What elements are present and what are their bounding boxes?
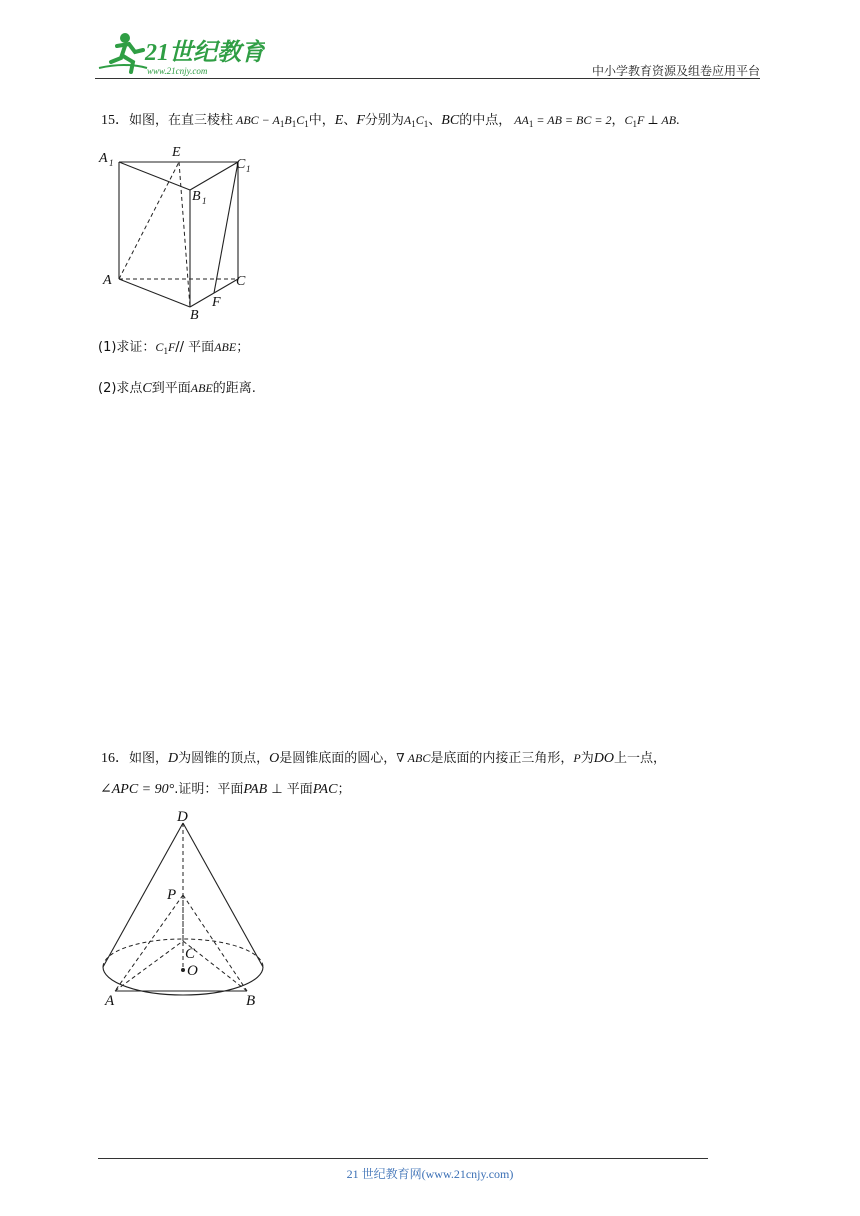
q15-part1-parallel: // 平面 xyxy=(175,340,215,355)
svg-text:21世纪教育: 21世纪教育 xyxy=(145,40,265,66)
footer-site-text: 21 世纪教育网(www.21cnjy.com) xyxy=(346,1167,514,1181)
runner-icon xyxy=(99,33,147,72)
label-c1: C xyxy=(236,157,246,172)
label-a1-sub: 1 xyxy=(109,158,114,168)
q16-var-do: DO xyxy=(593,751,614,766)
q15-part2 xyxy=(98,378,256,399)
q15-var-e: E xyxy=(334,113,344,128)
page-header xyxy=(95,28,760,80)
q15-prism-b: B xyxy=(284,113,292,127)
q15-sub: 1 xyxy=(304,119,309,129)
q15-part2-end: 的距离. xyxy=(212,381,256,396)
q15-period: . xyxy=(676,113,680,128)
q16-text-4: 是底面的内接正三角形， xyxy=(430,751,574,766)
q15-part2-c: C xyxy=(142,381,152,396)
q16-triangle: ∇ ABC xyxy=(396,751,431,765)
q15-cond-aa: AA xyxy=(514,113,529,127)
label-f: F xyxy=(212,295,221,310)
q15-a1c1-a: A xyxy=(403,113,412,127)
q15-sub: 1 xyxy=(163,346,168,356)
q16-plane-pab: PAB xyxy=(243,782,268,797)
header-platform-text: 中小学教育资源及组卷应用平台 xyxy=(591,64,760,78)
q15-part1 xyxy=(98,337,249,361)
q15-text-1: 如图，在直三棱柱 xyxy=(129,113,234,128)
q16-text-5: 为 xyxy=(580,751,594,766)
q16-text-3: 是圆锥底面的圆心， xyxy=(279,751,397,766)
center-dot xyxy=(181,968,185,972)
q15-part2-label: (2)求点 xyxy=(98,381,143,396)
q15-text-3: 分别为 xyxy=(364,113,404,128)
q16-end: ； xyxy=(337,782,351,797)
q15-prism-a: ABC − A xyxy=(236,113,280,127)
q15-text-2: 中， xyxy=(308,113,335,128)
q15-sub: 1 xyxy=(411,119,416,129)
label-o: O xyxy=(187,963,198,979)
q16-text-6: 上一点， xyxy=(613,751,666,766)
q16-number: 16． xyxy=(101,751,129,766)
q15-a1c1-c: C xyxy=(415,113,424,127)
q16-stem-line2 xyxy=(100,780,350,800)
q15-part1-f: F xyxy=(167,340,176,354)
q15-number: 15． xyxy=(101,113,129,128)
q16-cone-figure xyxy=(95,805,275,1015)
q15-part1-c: C xyxy=(155,340,164,354)
q15-comma: ， xyxy=(611,113,625,128)
q15-part1-label: (1)求证： xyxy=(98,340,156,355)
q16-var-p: P xyxy=(573,751,581,765)
q16-angle: ∠APC = 90° xyxy=(100,782,175,797)
label-a: A xyxy=(103,273,112,288)
svg-text:www.21cnjy.com: www.21cnjy.com xyxy=(147,66,208,76)
label-b: B xyxy=(246,993,256,1009)
header-divider xyxy=(95,78,760,79)
q15-cond xyxy=(511,113,611,127)
label-c: C xyxy=(185,946,196,962)
label-c: C xyxy=(236,274,246,289)
label-b: B xyxy=(190,308,199,320)
q16-perp: ⊥ 平面 xyxy=(267,782,313,797)
q16-stem-line1 xyxy=(101,748,666,769)
label-a: A xyxy=(105,993,115,1009)
q15-text-5: 的中点， xyxy=(459,113,512,128)
q16-plane-pac: PAC xyxy=(312,782,338,797)
logo-21cnjy xyxy=(95,28,265,78)
label-d: D xyxy=(177,809,188,825)
q15-sub: 1 xyxy=(632,119,637,129)
q15-prism-figure xyxy=(95,140,270,320)
q15-part2-mid: 到平面 xyxy=(151,381,191,396)
q15-sep: 、 xyxy=(343,113,357,128)
q15-text-4: 、 xyxy=(428,113,442,128)
q15-prism-c: C xyxy=(296,113,305,127)
q15-part1-c1f xyxy=(155,340,175,354)
label-e: E xyxy=(172,145,181,160)
q16-text-1: 如图， xyxy=(129,751,169,766)
q15-part1-end: ； xyxy=(236,340,250,355)
q15-prism-name xyxy=(233,113,309,127)
q16-var-d: D xyxy=(168,751,179,766)
label-p: P xyxy=(167,887,177,903)
q15-c1f-c: C xyxy=(624,113,633,127)
q15-part1-abe: ABE xyxy=(214,340,237,354)
q15-cond2 xyxy=(624,113,676,127)
q15-sub: 1 xyxy=(291,119,297,129)
q15-var-bc: BC xyxy=(441,113,460,128)
label-c1-sub: 1 xyxy=(246,164,251,174)
q15-var-f: F xyxy=(356,113,365,128)
q15-a1c1 xyxy=(404,113,428,127)
q16-text-7: .证明：平面 xyxy=(174,782,244,797)
q15-sub: 1 xyxy=(423,119,429,129)
q15-stem xyxy=(101,110,680,134)
label-b1: B xyxy=(192,189,201,204)
q16-text-2: 为圆锥的顶点， xyxy=(178,751,270,766)
q15-c1f-f: F ⊥ AB xyxy=(636,113,677,127)
label-a1: A xyxy=(99,151,108,166)
footer-divider xyxy=(98,1158,708,1159)
q15-sub: 1 xyxy=(528,119,534,129)
q15-part2-abe: ABE xyxy=(190,381,213,395)
q15-sub: 1 xyxy=(279,119,285,129)
q15-cond-eq: = AB = BC = 2 xyxy=(533,113,612,127)
label-b1-sub: 1 xyxy=(202,196,207,206)
q16-var-o: O xyxy=(269,751,280,766)
